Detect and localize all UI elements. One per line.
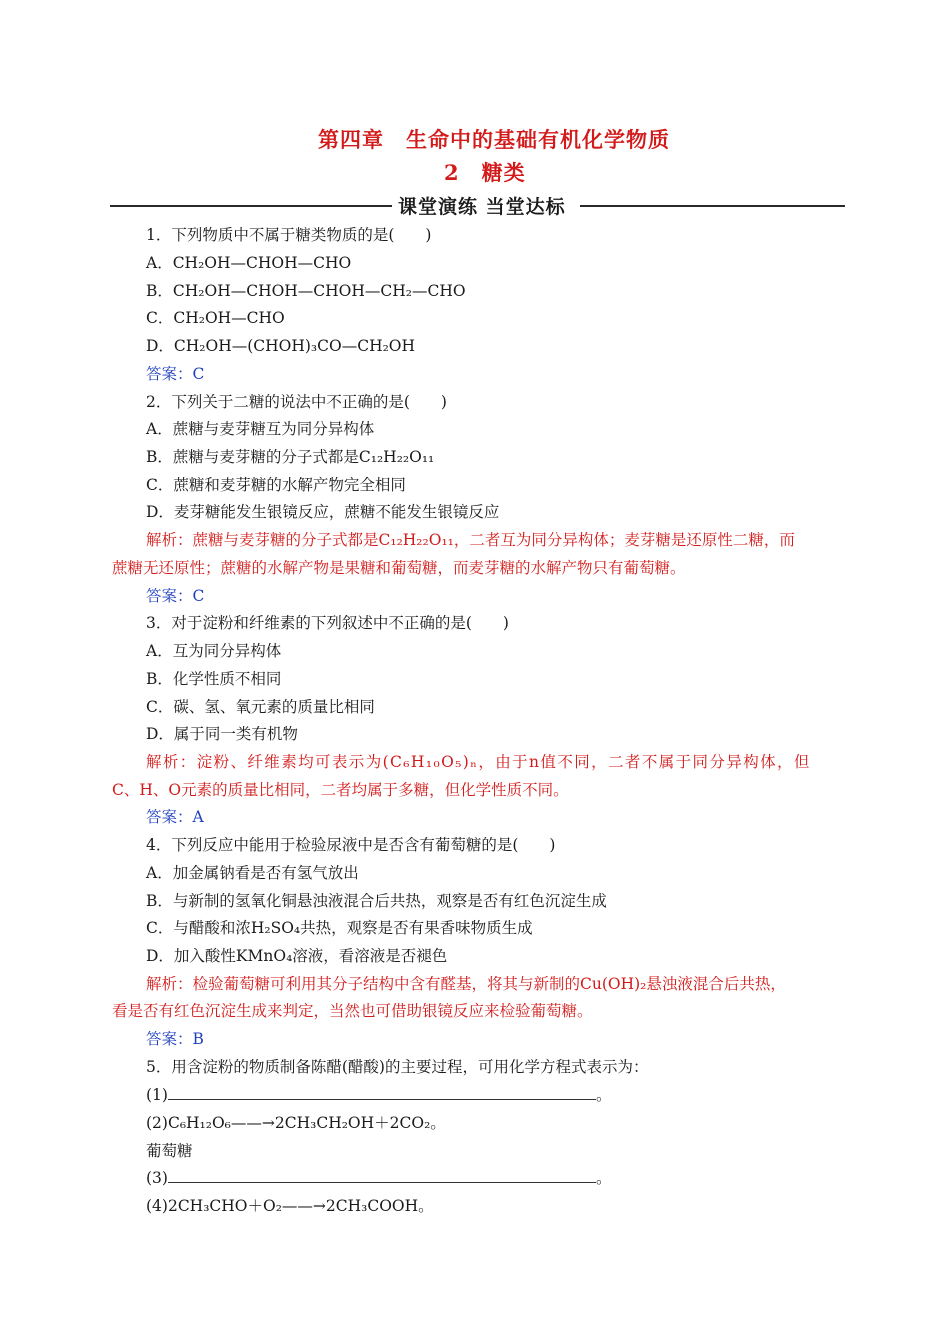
q2-option-a: A．蔗糖与麦芽糖互为同分异构体 xyxy=(146,420,375,438)
q3-option-b: B．化学性质不相同 xyxy=(146,670,282,688)
q4-option-c: C．与醋酸和浓H₂SO₄共热，观察是否有果香味物质生成 xyxy=(146,919,533,937)
q4-answer: 答案：B xyxy=(146,1030,204,1048)
q5-item-1 xyxy=(146,1083,611,1105)
q4-analysis-line-1: 解析：检验葡萄糖可利用其分子结构中含有醛基，将其与新制的Cu(OH)₂悬浊液混合后共热， xyxy=(146,975,786,993)
q3-analysis-line-2: C、H、O元素的质量比相同，二者均属于多糖，但化学性质不同。 xyxy=(112,781,569,799)
q5-item-1-blank[interactable] xyxy=(168,1085,596,1100)
q2-option-d: D．麦芽糖能发生银镜反应，蔗糖不能发生银镜反应 xyxy=(146,503,500,521)
q5-stem: 5．用含淀粉的物质制备陈醋(醋酸)的主要过程，可用化学方程式表示为： xyxy=(146,1058,649,1076)
section-banner xyxy=(110,192,845,220)
q3-option-d: D．属于同一类有机物 xyxy=(146,725,298,743)
q4-option-b: B．与新制的氢氧化铜悬浊液混合后共热，观察是否有红色沉淀生成 xyxy=(146,892,607,910)
q1-option-a: A．CH₂OH—CHOH—CHO xyxy=(146,254,352,272)
q3-option-c: C．碳、氢、氧元素的质量比相同 xyxy=(146,698,375,716)
q5-item-1-label: (1) xyxy=(146,1086,168,1104)
q4-option-d: D．加入酸性KMnO₄溶液，看溶液是否褪色 xyxy=(146,947,448,965)
q1-option-b: B．CH₂OH—CHOH—CHOH—CH₂—CHO xyxy=(146,282,466,300)
q2-analysis-line-1: 解析：蔗糖与麦芽糖的分子式都是C₁₂H₂₂O₁₁，二者互为同分异构体；麦芽糖是还原性二糖，而 xyxy=(146,531,795,549)
q5-item-3-label: (3) xyxy=(146,1169,168,1187)
q1-stem: 1．下列物质中不属于糖类物质的是( ) xyxy=(146,226,432,244)
q3-answer: 答案：A xyxy=(146,808,204,826)
q3-analysis-line-1: 解析：淀粉、纤维素均可表示为(C₆H₁₀O₅)ₙ，由于n值不同，二者不属于同分异构体，但 xyxy=(146,753,811,771)
q5-item-4: (4)2CH₃CHO＋O₂——→2CH₃COOH。 xyxy=(146,1197,434,1215)
q1-answer: 答案：C xyxy=(146,365,205,383)
q5-item-2: (2)C₆H₁₂O₆——→2CH₃CH₂OH＋2CO₂。 xyxy=(146,1114,446,1132)
q4-stem: 4．下列反应中能用于检验尿液中是否含有葡萄糖的是( ) xyxy=(146,836,556,854)
q1-option-d: D．CH₂OH—(CHOH)₃CO—CH₂OH xyxy=(146,337,416,355)
q2-stem: 2．下列关于二糖的说法中不正确的是( ) xyxy=(146,393,447,411)
banner-right-rule xyxy=(580,205,845,207)
q5-item-1-end: 。 xyxy=(595,1086,612,1104)
q5-item-3 xyxy=(146,1166,611,1188)
q5-item-3-blank[interactable] xyxy=(168,1168,596,1183)
banner-text: 课堂演练 当堂达标 xyxy=(398,196,566,218)
q4-analysis-line-2: 看是否有红色沉淀生成来判定，当然也可借助银镜反应来检验葡萄糖。 xyxy=(112,1002,593,1020)
q4-option-a: A．加金属钠看是否有氢气放出 xyxy=(146,864,359,882)
q2-answer: 答案：C xyxy=(146,587,205,605)
q2-analysis-line-2: 蔗糖无还原性；蔗糖的水解产物是果糖和葡萄糖，而麦芽糖的水解产物只有葡萄糖。 xyxy=(112,559,686,577)
q1-option-c: C．CH₂OH—CHO xyxy=(146,309,285,327)
q5-item-2-note: 葡萄糖 xyxy=(146,1142,193,1160)
chapter-title: 第四章 生命中的基础有机化学物质 xyxy=(318,127,670,152)
q2-option-c: C．蔗糖和麦芽糖的水解产物完全相同 xyxy=(146,476,406,494)
section-title: 2 糖类 xyxy=(444,160,526,185)
banner-left-rule xyxy=(110,205,392,207)
q2-option-b: B．蔗糖与麦芽糖的分子式都是C₁₂H₂₂O₁₁ xyxy=(146,448,435,466)
q3-option-a: A．互为同分异构体 xyxy=(146,642,282,660)
q3-stem: 3．对于淀粉和纤维素的下列叙述中不正确的是( ) xyxy=(146,614,509,632)
q5-item-3-end: 。 xyxy=(595,1169,612,1187)
